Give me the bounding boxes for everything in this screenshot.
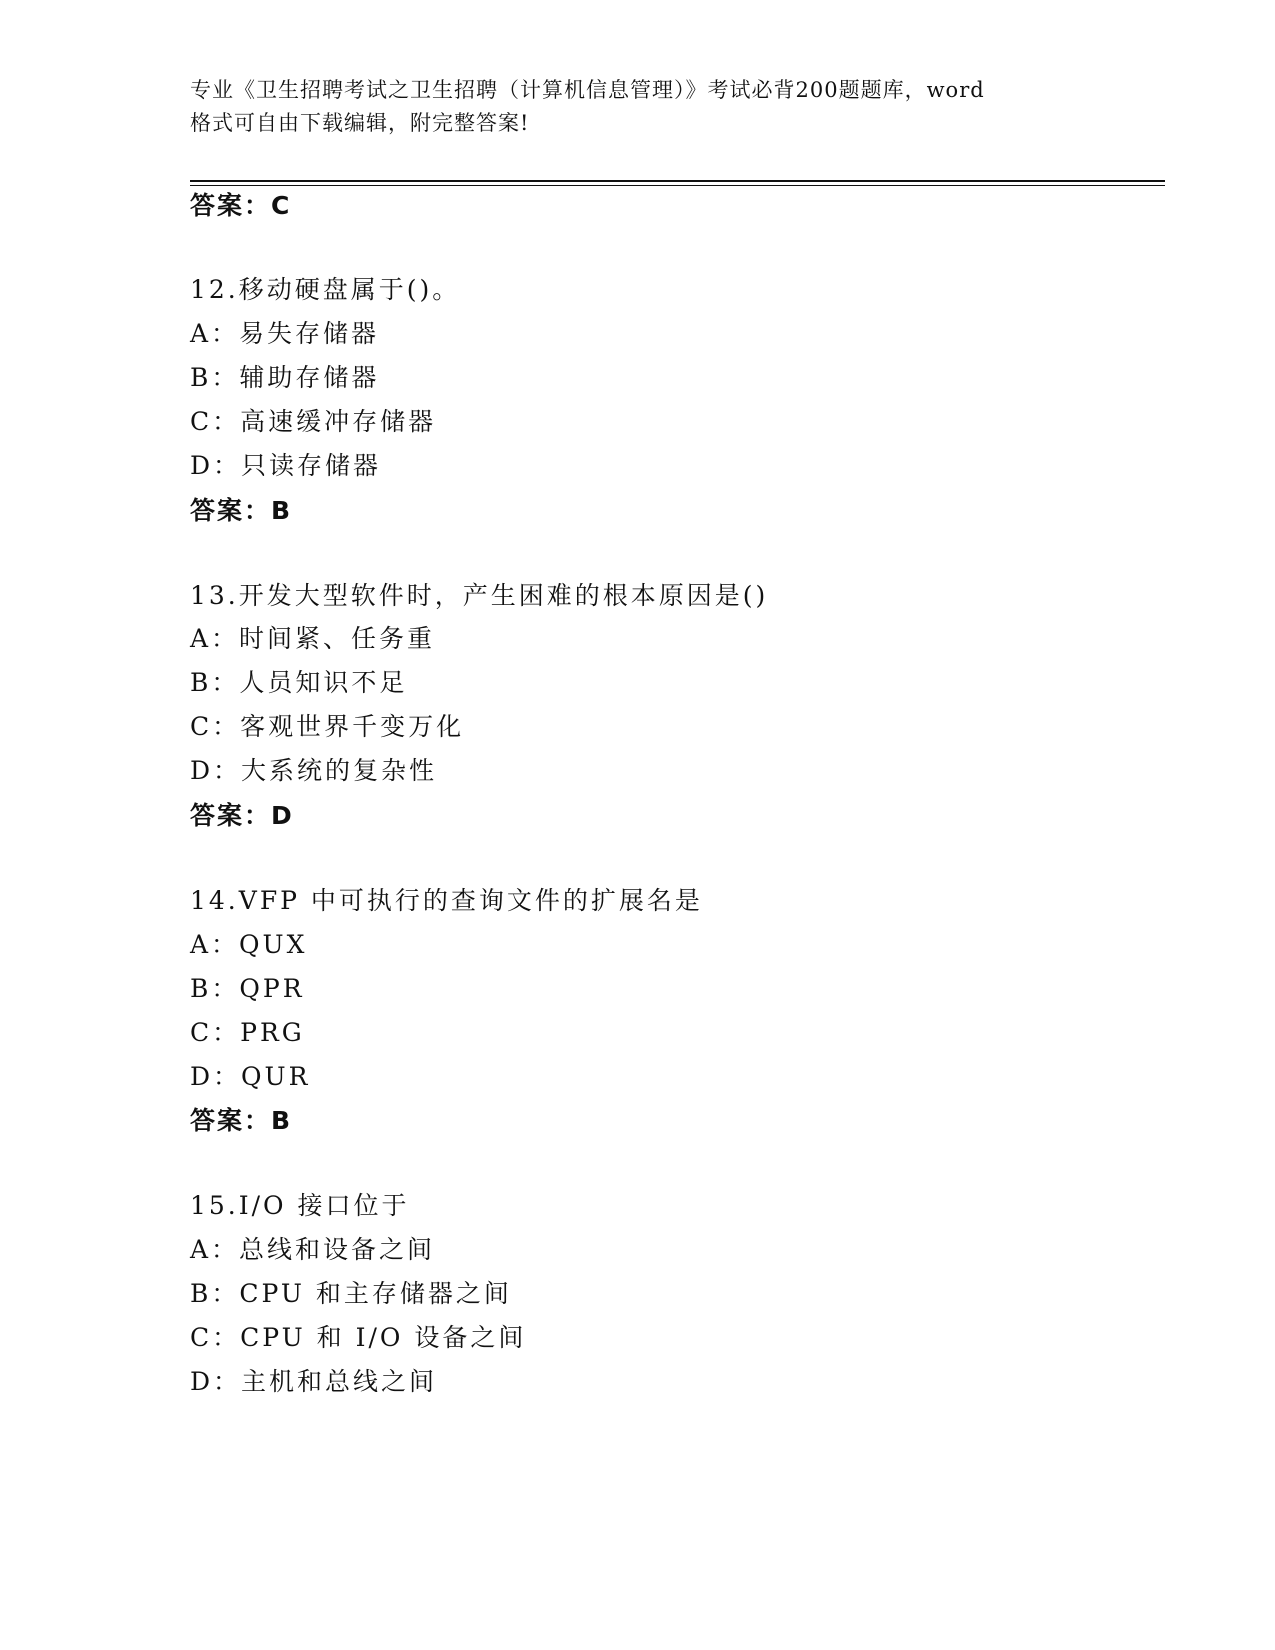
question-12-option-b: B：辅助存储器 xyxy=(190,363,380,392)
question-14-option-d: D：QUR xyxy=(190,1062,311,1091)
question-13-option-d: D：大系统的复杂性 xyxy=(190,756,438,785)
header-divider-thin xyxy=(190,185,1165,186)
document-header xyxy=(190,74,1110,140)
question-15-option-c: C：CPU 和 I/O 设备之间 xyxy=(190,1323,527,1352)
question-14-option-b: B：QPR xyxy=(190,974,305,1003)
question-12-option-d: D：只读存储器 xyxy=(190,451,382,480)
question-13-option-c: C：客观世界千变万化 xyxy=(190,712,465,741)
question-14-stem: 14.VFP 中可执行的查询文件的扩展名是 xyxy=(190,886,703,915)
question-12-stem: 12.移动硬盘属于()。 xyxy=(190,275,461,304)
previous-answer: 答案：C xyxy=(190,191,292,220)
question-13-stem: 13.开发大型软件时，产生困难的根本原因是() xyxy=(190,581,769,610)
question-15-option-b: B：CPU 和主存储器之间 xyxy=(190,1279,512,1308)
question-15-option-d: D：主机和总线之间 xyxy=(190,1367,438,1396)
question-12-option-a: A：易失存储器 xyxy=(190,319,380,348)
question-13-option-a: A：时间紧、任务重 xyxy=(190,624,436,653)
question-14-option-a: A：QUX xyxy=(190,930,308,959)
header-line-2: 格式可自由下载编辑，附完整答案! xyxy=(190,111,530,135)
question-12-option-c: C：高速缓冲存储器 xyxy=(190,407,437,436)
question-14-option-c: C：PRG xyxy=(190,1018,305,1047)
question-15-stem: 15.I/O 接口位于 xyxy=(190,1191,410,1220)
question-15-option-a: A：总线和设备之间 xyxy=(190,1235,436,1264)
question-13-answer: 答案：D xyxy=(190,801,294,830)
question-13-option-b: B：人员知识不足 xyxy=(190,668,408,697)
header-divider-thick xyxy=(190,180,1165,182)
header-line-1: 专业《卫生招聘考试之卫生招聘（计算机信息管理）》考试必背200题题库，word xyxy=(190,78,985,102)
question-14-answer: 答案：B xyxy=(190,1106,293,1135)
question-12-answer: 答案：B xyxy=(190,496,293,525)
